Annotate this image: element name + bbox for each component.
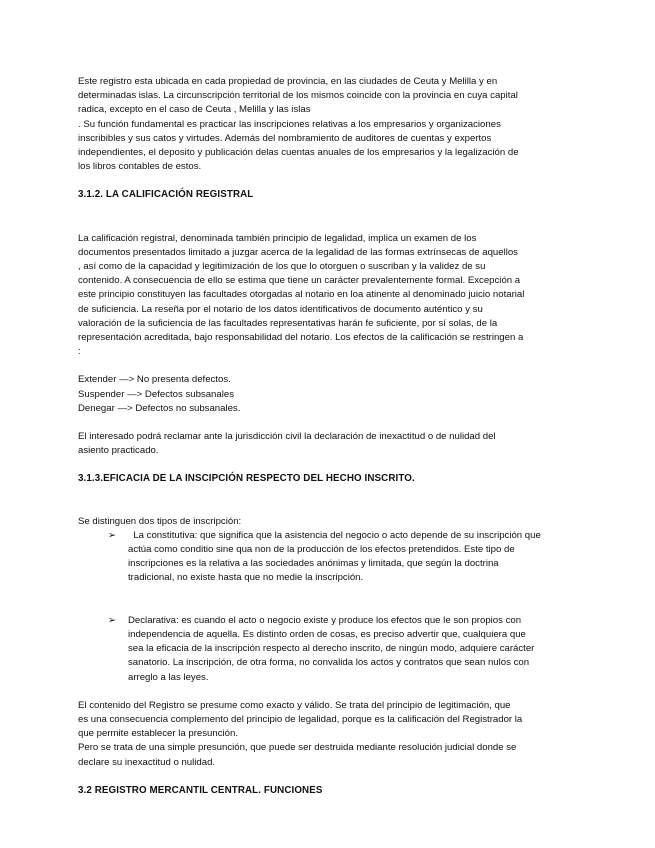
text-line: independientes, el deposito y publicación delas cuentas anuales de los empresarios y la legalización de (78, 147, 519, 159)
text-line: , así como de la capacidad y legitimización de los que lo otorguen o suscriban y la validez de su (78, 261, 486, 273)
text-line: contenido. A consecuencia de ello se estima que tiene un carácter prevalentemente formal. Excepción a (78, 275, 521, 287)
list-item-declarativa (108, 614, 578, 685)
tipos-intro: Se distinguen dos tipos de inscripción: (78, 515, 242, 527)
text-line: independencia de aquella. Es distinto orden de cosas, es preciso advertir que, cualquiera que (128, 628, 526, 640)
effects-list (78, 373, 578, 416)
text-line: de suficiencia. La reseña por el notario de los datos identificativos de documento auténtico y su (78, 303, 483, 315)
text-line: valoración de la suficiencia de las facultades representativas harán fe suficiente, por sí solas, de la (78, 317, 498, 329)
text-line: La constitutiva: que significa que la asistencia del negocio o acto depende de su inscripción que (128, 529, 541, 541)
section-heading-registro-central: 3.2 REGISTRO MERCANTIL CENTRAL. FUNCIONES (78, 784, 323, 796)
arrow-bullet-icon: ➢ (108, 614, 117, 626)
list-item-constitutiva (108, 529, 578, 586)
section-heading-eficacia: 3.1.3.EFICACIA DE LA INSCIPCIÓN RESPECTO DEL HECHO INSCRITO. (78, 473, 415, 485)
effect-denegar: Denegar —> Defectos no subsanales. (78, 402, 241, 414)
text-line: asiento practicado. (78, 445, 159, 457)
document-page (78, 75, 578, 798)
text-line: que permite establecer la presunción. (78, 728, 238, 740)
text-line: radica, excepto en el caso de Ceuta , Melilla y las islas (78, 104, 311, 116)
effect-suspender: Suspender —> Defectos subsanales (78, 388, 234, 400)
inscription-types-list (78, 529, 578, 685)
text-line: Declarativa: es cuando el acto o negocio existe y produce los efectos que le son propios con (128, 614, 522, 626)
text-line: La calificación registral, denominada también principio de legalidad, implica un examen de los (78, 232, 477, 244)
text-line: representación acreditada, bajo responsabilidad del notario. Los efectos de la calificación se restringen a (78, 332, 524, 344)
text-line: tradicional, no existe hasta que no medie la inscripción. (128, 572, 364, 584)
calificacion-paragraph (78, 232, 578, 360)
arrow-bullet-icon: ➢ (108, 529, 117, 541)
text-line: sanatorio. La inscripción, de otra forma, no convalida los actos y contratos que sean nulos con (128, 657, 530, 669)
text-line: es una consecuencia complemento del principio de legalidad, porque es la calificación del Registrador la (78, 713, 523, 725)
contenido-paragraph (78, 699, 578, 770)
text-line: determinadas islas. La circunscripción territorial de los mismos coincide con la provincia en cuya capital (78, 90, 518, 102)
interesado-paragraph (78, 430, 578, 458)
text-line: Este registro esta ubicada en cada propiedad de provincia, en las ciudades de Ceuta y Melilla y en (78, 76, 498, 87)
text-line: documentos presentados limitado a juzgar acerca de la legalidad de las formas extrínsecas de aquellos (78, 246, 518, 258)
text-line: Pero se trata de una simple presunción, que puede ser destruida mediante resolución judicial donde se (78, 742, 517, 754)
effect-extender: Extender —> No presenta defectos. (78, 374, 231, 386)
text-line: inscripciones es la relativa a las sociedades anónimas y limitada, que según la doctrina (128, 558, 499, 570)
text-line: : (78, 346, 81, 358)
text-line: actúa como conditio sine qua non de la producción de los efectos pretendidos. Este tipo de (128, 544, 515, 556)
text-line: El contenido del Registro se presume como exacto y válido. Se trata del principio de legitimación, que (78, 699, 511, 711)
text-line: El interesado podrá reclamar ante la jurisdicción civil la declaración de inexactitud o de nulidad del (78, 431, 496, 443)
text-line: inscribibles y sus catos y virtudes. Además del nombramiento de auditores de cuentas y expertos (78, 132, 492, 144)
text-line: . Su función fundamental es practicar las inscripciones relativas a los empresarios y organizaciones (78, 118, 501, 130)
text-line: sea la eficacia de la inscripción respecto al derecho inscrito, de ningún modo, adquiere carácter (128, 643, 535, 655)
text-line: los libros contables de estos. (78, 161, 202, 173)
text-line: declare su inexactitud o nulidad. (78, 756, 216, 768)
intro-paragraph (78, 75, 578, 174)
text-line: arreglo a las leyes. (128, 671, 209, 683)
text-line: este principio constituyen las facultades otorgadas al notario en loa atinente al denominado juicio notarial (78, 289, 525, 301)
section-heading-calificacion: 3.1.2. LA CALIFICACIÓN REGISTRAL (78, 189, 254, 201)
